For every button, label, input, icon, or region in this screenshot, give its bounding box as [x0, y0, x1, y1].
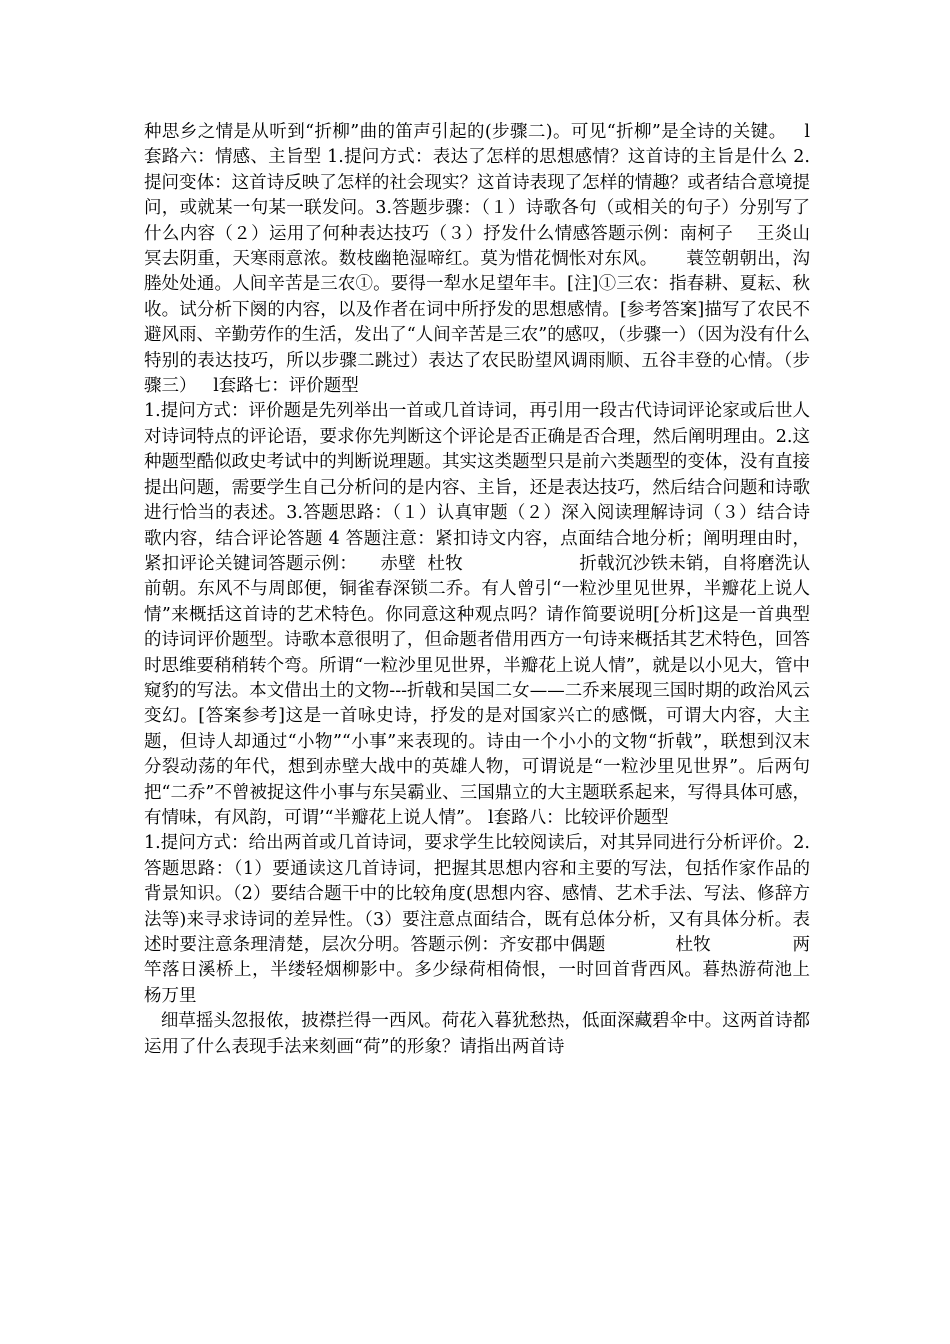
paragraph: 种思乡之情是从听到“折柳”曲的笛声引起的(步骤二)。可见“折柳”是全诗的关键。 l套路六：情感、主旨型 1.提问方式：表达了怎样的思想感情？这首诗的主旨是什么 2.提问变体：这首诗反映了怎样的社会现实？这首诗表现了怎样的情趣？或者结合意境提问，或就某一句某一联发问。3.答题步骤：（１）诗歌各句（或相关的句子）分别写了什么内容（２）运用了何种表达技巧（３）抒发什么情感答题示例：南柯子 王炎山冥去阴重，天寒雨意浓。数枝幽艳湿啼红。莫为惜花惆怅对东风。 蓑笠朝朝出，沟塍处处通。人间辛苦是三农①。要得一犁水足望年丰。[注]①三农：指春耕、夏耘、秋收。试分析下阕的内容，以及作者在词中所抒发的思想感情。[参考答案]描写了农民不避风雨、辛勤劳作的生活，发出了“人间辛苦是三农”的感叹，（步骤一）（因为没有什么特别的表达技巧，所以步骤二跳过）表达了农民盼望风调雨顺、五谷丰登的心情。（步骤三） l套路七：评价题型: [144, 122, 810, 397]
paragraph: 细草摇头忽报侬，披襟拦得一西风。荷花入暮犹愁热，低面深藏碧伞中。这两首诗都运用了什么表现手法来刻画“荷”的形象？请指出两首诗: [144, 1011, 810, 1057]
paragraph: 1.提问方式：评价题是先列举出一首或几首诗词，再引用一段古代诗词评论家或后世人对诗词特点的评论语，要求你先判断这个评论是否正确是否合理，然后阐明理由。2.这种题型酷似政史考试中的判断说理题。其实这类题型只是前六类题型的变体，没有直接提出问题，需要学生自己分析问的是内容、主旨，还是表达技巧，然后结合问题和诗歌进行恰当的表述。3.答题思路：（１）认真审题（２）深入阅读理解诗词（３）结合诗歌内容，结合评论答题 4 答题注意：紧扣诗文内容，点面结合地分析；阐明理由时，紧扣评论关键词答题示例： 赤壁 杜牧 折戟沉沙铁未销，自将磨洗认前朝。东风不与周郎便，铜雀春深锁二乔。有人曾引“一粒沙里见世界，半瓣花上说人情”来概括这首诗的艺术特色。你同意这种观点吗？请作简要说明[分析]这是一首典型的诗词评价题型。诗歌本意很明了，但命题者借用西方一句诗来概括其艺术特色，回答时思维要稍稍转个弯。所谓“一粒沙里见世界，半瓣花上说人情”，就是以小见大，管中窥豹的写法。本文借出土的文物---折戟和吴国二女——二乔来展现三国时期的政治风云变幻。[答案参考]这是一首咏史诗，抒发的是对国家兴亡的感慨，可谓大内容，大主题，但诗人却通过“小物”“小事”来表现的。诗由一个小小的文物“折戟”，联想到汉末分裂动荡的年代，想到赤壁大战中的英雄人物，可谓说是“一粒沙里见世界”。后两句把“二乔”不曾被捉这件小事与东吴霸业、三国鼎立的大主题联系起来，写得具体可感，有情味，有风韵，可谓’“半瓣花上说人情”。 l套路八：比较评价题型: [144, 401, 810, 828]
document-body: [144, 120, 816, 1060]
paragraph: 1.提问方式：给出两首或几首诗词，要求学生比较阅读后，对其异同进行分析评价。2.答题思路：（1）要通读这几首诗词，把握其思想内容和主要的写法，包括作家作品的背景知识。（2）要结合题干中的比较角度(思想内容、感情、艺术手法、写法、修辞方法等)来寻求诗词的差异性。（3）要注意点面结合，既有总体分析，又有具体分析。表述时要注意条理清楚，层次分明。答题示例：齐安郡中偶题 杜牧 两竿落日溪桥上，半缕轻烟柳影中。多少绿荷相倚恨，一时回首背西风。暮热游荷池上 杨万里: [144, 833, 816, 1006]
